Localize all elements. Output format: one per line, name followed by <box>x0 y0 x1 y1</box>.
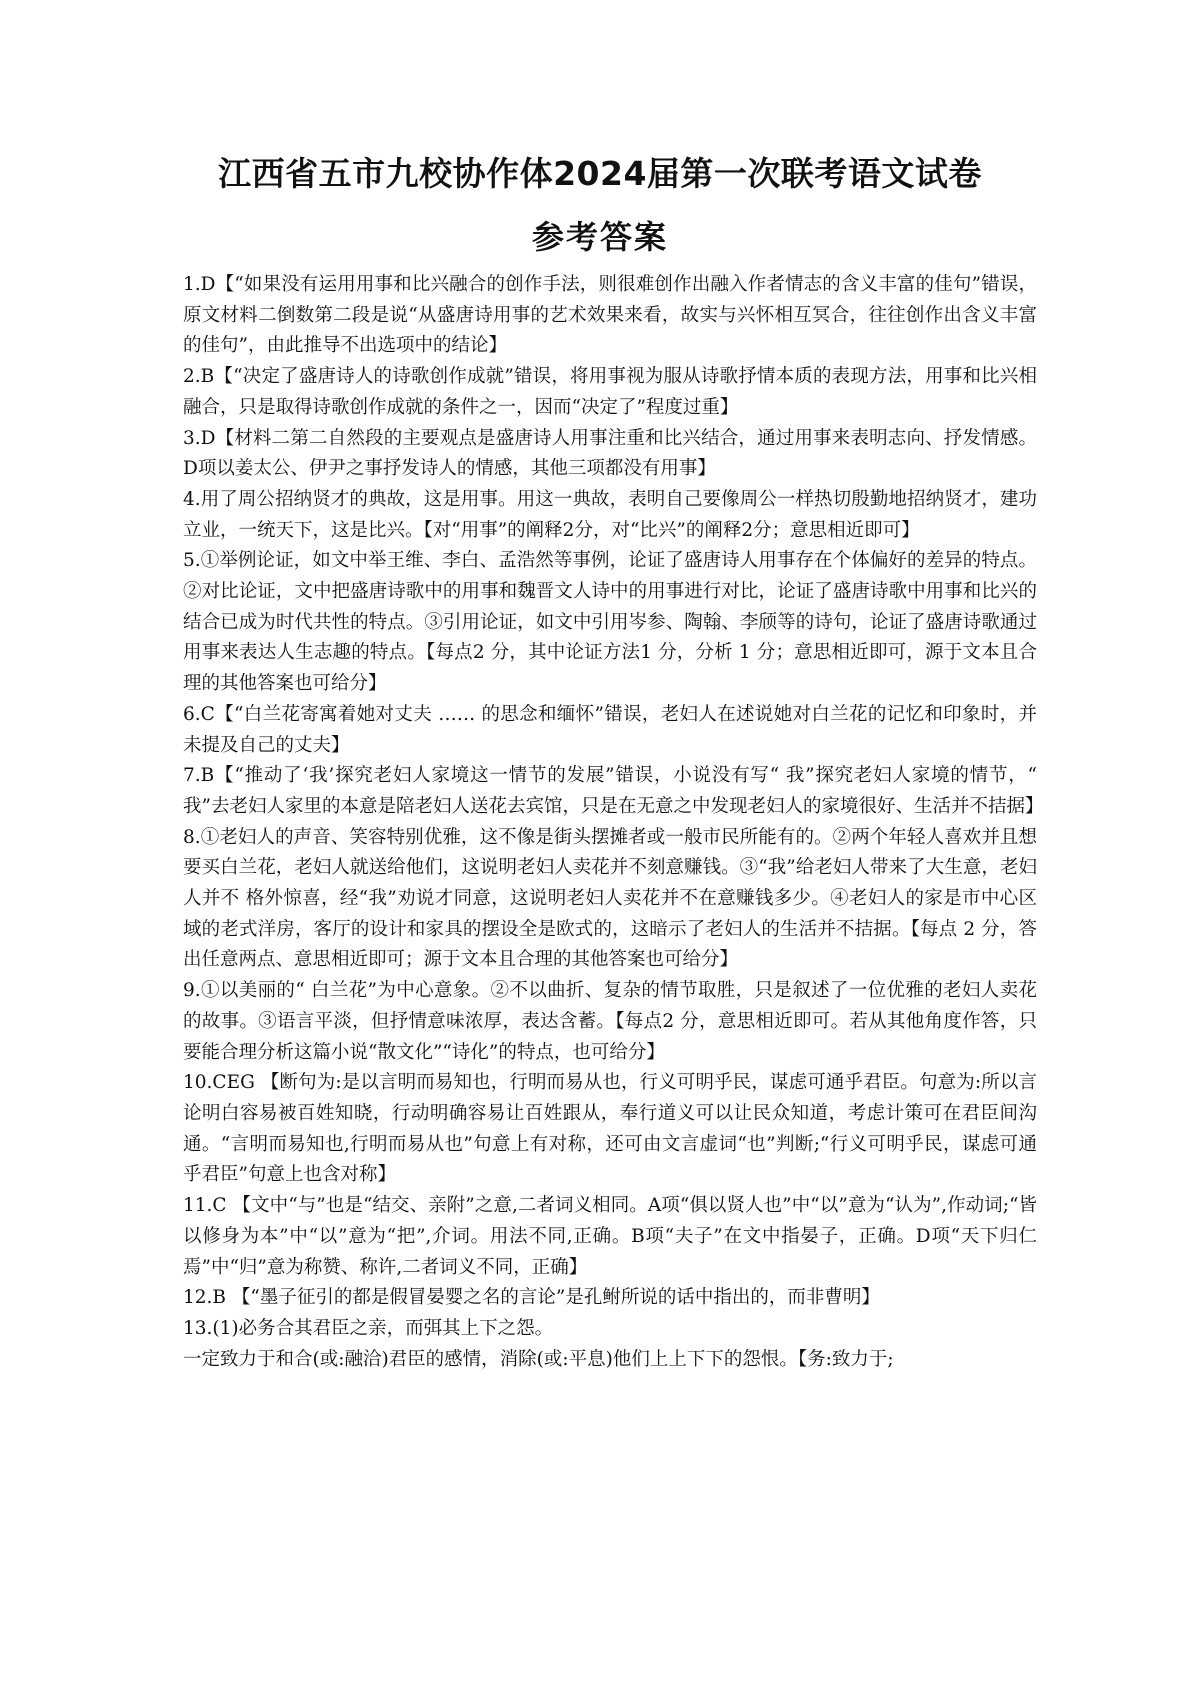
answer-item-4: 4.用了周公招纳贤才的典故，这是用事。用这一典故，表明自己要像周公一样热切殷勤地招纳贤才，建功立业，一统天下，这是比兴。【对“用事”的阐释2分，对“比兴”的阐释2分；意思相近即可】 <box>183 488 1037 541</box>
answer-item-12: 12.B 【“墨子征引的都是假冒晏婴之名的言论”是孔鲋所说的话中指出的，而非曹明】 <box>183 1287 880 1309</box>
answer-item-10: 10.CEG 【断句为:是以言明而易知也，行明而易从也，行义可明乎民，谋虑可通乎君臣。句意为:所以言论明白容易被百姓知晓，行动明确容易让百姓跟从，奉行道义可以让民众知道，考虑计策可在君臣间沟通。“言明而易知也,行明而易从也”句意上有对称，还可由文言虚词“也”判断;“行义可明乎民，谋虑可通乎君臣”句意上也含对称】 <box>183 1072 1037 1186</box>
document-title: 江西省五市九校协作体2024届第一次联考语文试卷 <box>218 154 982 193</box>
answer-item-9: 9.①以美丽的“ 白兰花”为中心意象。②不以曲折、复杂的情节取胜，只是叙述了一位优雅的老妇人卖花的故事。③语言平淡，但抒情意味浓厚，表达含蓄。【每点2 分，意思相近即可。若从其他角度作答，只要能合理分析这篇小说“散文化”“诗化”的特点，也可给分】 <box>183 980 1037 1063</box>
answer-item-2: 2.B【“决定了盛唐诗人的诗歌创作成就”错误，将用事视为服从诗歌抒情本质的表现方法，用事和比兴相融合，只是取得诗歌创作成就的条件之一，因而“决定了”程度过重】 <box>183 366 1037 418</box>
answer-item-1: 1.D【“如果没有运用用事和比兴融合的创作手法，则很难创作出融入作者情志的含义丰富的佳句”错误，原文材料二倒数第二段是说“从盛唐诗用事的艺术效果来看，故实与兴怀相互冥合，往往创作出含义丰富的佳句”，由此推导不出选项中的结论】 <box>183 274 1037 357</box>
answer-item-11: 11.C 【文中“与”也是“结交、亲附”之意,二者词义相同。A项“俱以贤人也”中“以”意为“认为”,作动词;“皆以修身为本”中“以”意为“把”,介词。用法不同,正确。B项“夫子”在文中指晏子，正确。D项“天下归仁焉”中“归”意为称赞、称许,二者词义不同，正确】 <box>183 1195 1037 1278</box>
answer-item-13-sentence: 13.(1)必务合其君臣之亲，而弭其上下之怨。 <box>183 1317 554 1339</box>
answer-item-3: 3.D【材料二第二自然段的主要观点是盛唐诗人用事注重和比兴结合，通过用事来表明志向、抒发情感。D项以姜太公、伊尹之事抒发诗人的情感，其他三项都没有用事】 <box>183 427 1037 480</box>
answer-item-6: 6.C【“白兰花寄寓着她对丈夫 …… 的思念和缅怀”错误，老妇人在述说她对白兰花的记忆和印象时，并未提及自己的丈夫】 <box>183 703 1037 756</box>
document-subtitle: 参考答案 <box>531 218 668 256</box>
answer-item-7: 7.B【“推动了‘我’探究老妇人家境这一情节的发展”错误，小说没有写“ 我”探究老妇人家境的情节，“ 我”去老妇人家里的本意是陪老妇人送花去宾馆，只是在无意之中发现老妇人的家境很好、生活并不拮据】 <box>183 765 1044 817</box>
answer-list <box>183 270 1044 1375</box>
answer-item-5: 5.①举例论证，如文中举王维、李白、孟浩然等事例，论证了盛唐诗人用事存在个体偏好的差异的特点。 ②对比论证，文中把盛唐诗歌中的用事和魏晋文人诗中的用事进行对比，论证了盛唐诗歌中用事和比兴的结合已成为时代共性的特点。③引用论证，如文中引用岑参、陶翰、李颀等的诗句，论证了盛唐诗歌通过用事来表达人生志趣的特点。【每点2 分，其中论证方法1 分，分析 1 分；意思相近即可，源于文本且合理的其他答案也可给分】 <box>183 550 1037 695</box>
answer-item-13-translation: 一定致力于和合(或:融洽)君臣的感情，消除(或:平息)他们上上下下的怨恨。【务:致力于; <box>183 1348 894 1370</box>
answer-item-8: 8.①老妇人的声音、笑容特别优雅，这不像是街头摆摊者或一般市民所能有的。②两个年轻人喜欢并且想要买白兰花，老妇人就送给他们，这说明老妇人卖花并不刻意赚钱。③“我”给老妇人带来了大生意，老妇人并不 格外惊喜，经“我”劝说才同意，这说明老妇人卖花并不在意赚钱多少。④老妇人的家是市中心区域的老式洋房，客厅的设计和家具的摆设全是欧式的，这暗示了老妇人的生活并不拮据。【每点 2 分，答出任意两点、意思相近即可；源于文本且合理的其他答案也可给分】 <box>183 826 1037 971</box>
